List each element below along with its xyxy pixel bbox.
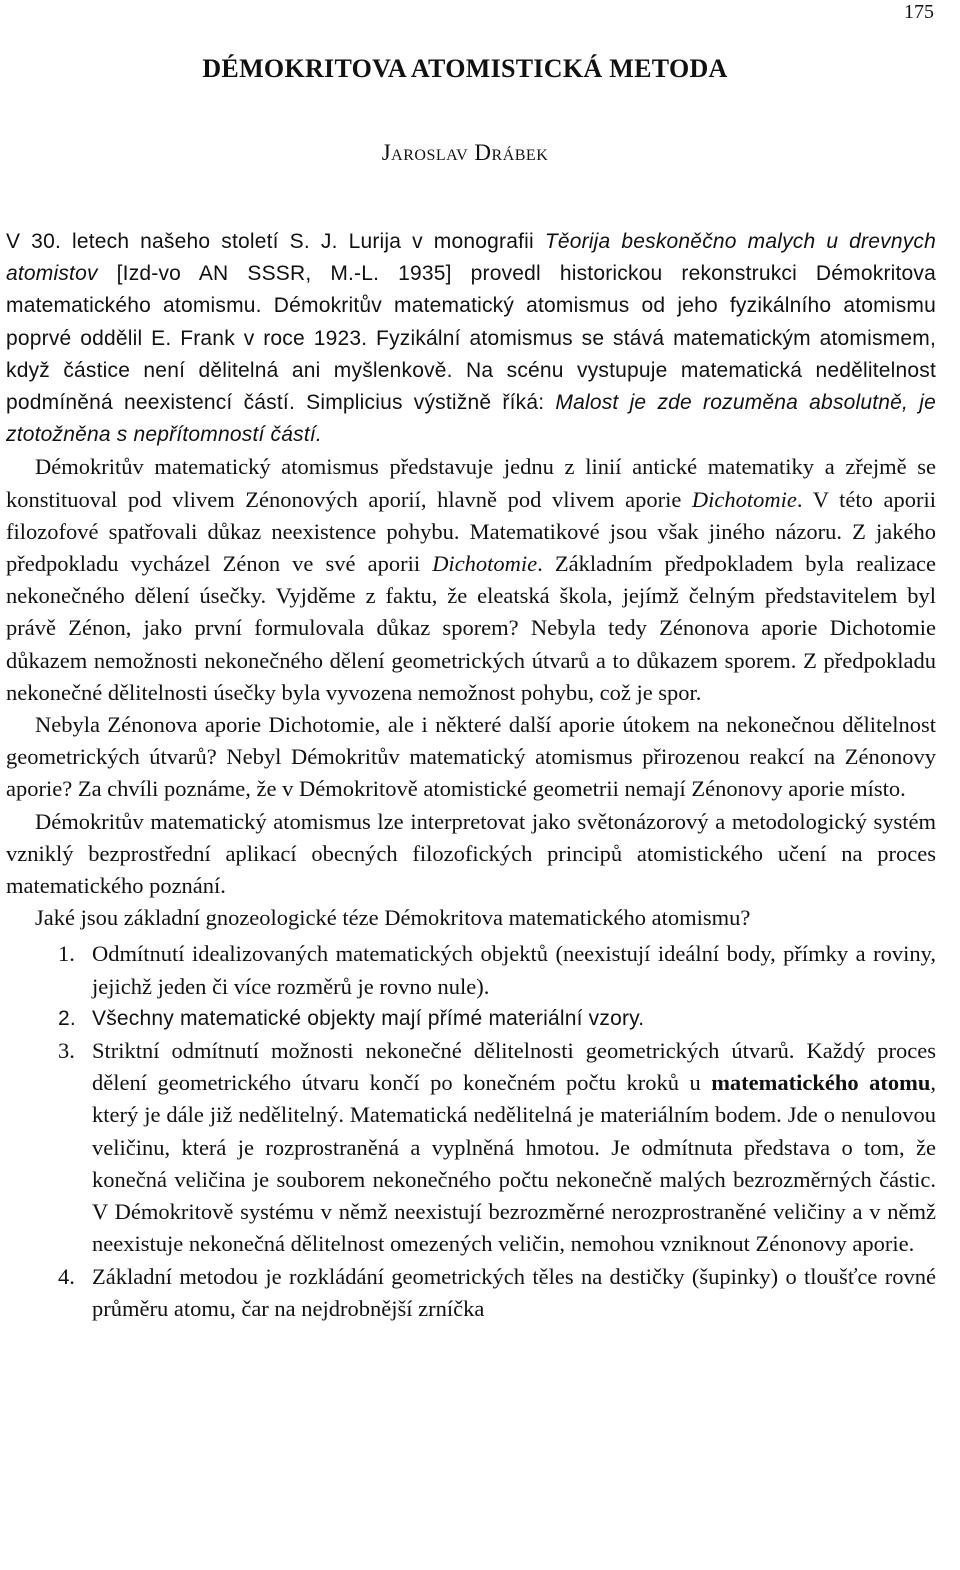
thesis-item [58, 1035, 937, 1260]
book-title: Těorija beskoněčno malych u drevnych atomistov [6, 230, 936, 286]
text-run: V 30. letech našeho století S. J. Lurija v monografii [6, 230, 545, 253]
thesis-item [58, 938, 936, 1002]
quotation: Malost je zde rozuměna absolutně, je ztotožněna s nepřítomností částí. [6, 391, 936, 447]
thesis-text: , který je dále již nedělitelný. Matematická nedělitelná je materiálním bodem. Jde o nenulovou veličinu, která je rozprostraněná a vyplněná hmotou. Je odmítnuta představa o tom, že konečná veličina je souborem nekonečného počtu nekonečně malých bezrozměrných částic. V Démokritově systému v němž neexistují bezrozměrné nerozprostraněné veličiny a v němž neexistuje nekonečná dělitelnost omezených veličin, nemohou vzniknout Zénonovy aporie. [92, 1070, 937, 1257]
thesis-number: 4. [58, 1263, 75, 1289]
paragraph-interpretation: Démokritův matematický atomismus lze interpretovat jako světonázorový a metodologický systém vzniklý bezprostřední aplikací obecných filozofických principů atomistického učení na proces matematického poznání. [6, 808, 936, 899]
thesis-text: Odmítnutí idealizovaných matematických objektů (neexistují ideální body, přímky a roviny, jejichž jeden či více rozměrů je rovno nule). [92, 941, 936, 999]
thesis-number: 2. [58, 1006, 76, 1030]
thesis-item [58, 1003, 936, 1035]
paragraph-zeno-question: Nebyla Zénonova aporie Dichotomie, ale i některé další aporie útokem na nekonečnou dělitelnost geometrických útvarů? Nebyl Démokritův matematický atomismus přirozenou reakcí na Zénonovy aporie? Za chvíli poznáme, že v Démokritově atomistické geometrii nemají Zénonovy aporie místo. [6, 712, 936, 802]
article-body [6, 226, 936, 1325]
paragraph-intro [6, 226, 936, 451]
article-author: Jaroslav Drábek [381, 140, 549, 165]
article-title: DÉMOKRITOVA ATOMISTICKÁ METODA [202, 54, 728, 83]
theses-list [6, 938, 936, 1324]
thesis-text: Striktní odmítnutí možnosti nekonečné dělitelnosti geometrických útvarů. Každý proces dělení geometrického útvaru končí po konečném počtu kroků u [92, 1038, 936, 1096]
emphasis: Dichotomie [432, 551, 538, 577]
thesis-text: Všechny matematické objekty mají přímé materiální vzory. [92, 1006, 645, 1030]
paragraph-question: Jaké jsou základní gnozeologické téze Démokritova matematického atomismu? [35, 905, 751, 931]
thesis-item [58, 1261, 936, 1325]
emphasis: Dichotomie [691, 486, 797, 512]
thesis-number: 3. [58, 1038, 75, 1064]
text-run: Démokritův matematický atomismus představuje jednu z linií antické matematiky a zřejmě se konstituoval pod vlivem Zénonových aporií, hlavně pod vlivem aporie [6, 454, 936, 512]
paragraph-dichotomy [6, 451, 936, 709]
thesis-text: Základní metodou je rozkládání geometrických těles na destičky (šupinky) o tloušťce rovné průměru atomu, čar na nejdrobnější zrníčka [92, 1263, 936, 1321]
text-run: . V této aporii filozofové spatřovali důkaz neexistence pohybu. Matematikové jsou však jiného názoru. Z jakého předpokladu vycházel Zénon ve své aporii [6, 486, 936, 577]
text-run: . Základním předpokladem byla realizace nekonečného dělení úsečky. Vyjděme z faktu, že eleatská škola, jejímž čelným představitelem byl právě Zénon, jako první formulovala důkaz sporem? Nebyla tedy Zénonova aporie Dichotomie důkazem nemožnosti nekonečného dělení geometrických útvarů a to důkazem sporem. Z předpokladu nekonečné dělitelnosti úsečky byla vyvozena nemožnost pohybu, což je spor. [6, 551, 937, 705]
thesis-emphasis: matematického atomu [711, 1070, 931, 1096]
page-number: 175 [904, 1, 934, 23]
thesis-number: 1. [58, 941, 75, 967]
text-run: [Izd-vo AN SSSR, M.-L. 1935] provedl historickou rekonstrukci Démokritova matematického atomismu. Démokritův matematický atomismus od jeho fyzikálního atomismu poprvé oddělil E. Frank v roce 1923. Fyzikální atomismus se stává matematickým atomismem, když částice není dělitelná ani myšlenkově. Na scénu vystupuje matematická nedělitelnost podmíněná neexistencí částí. Simplicius výstižně říká: [6, 262, 936, 415]
